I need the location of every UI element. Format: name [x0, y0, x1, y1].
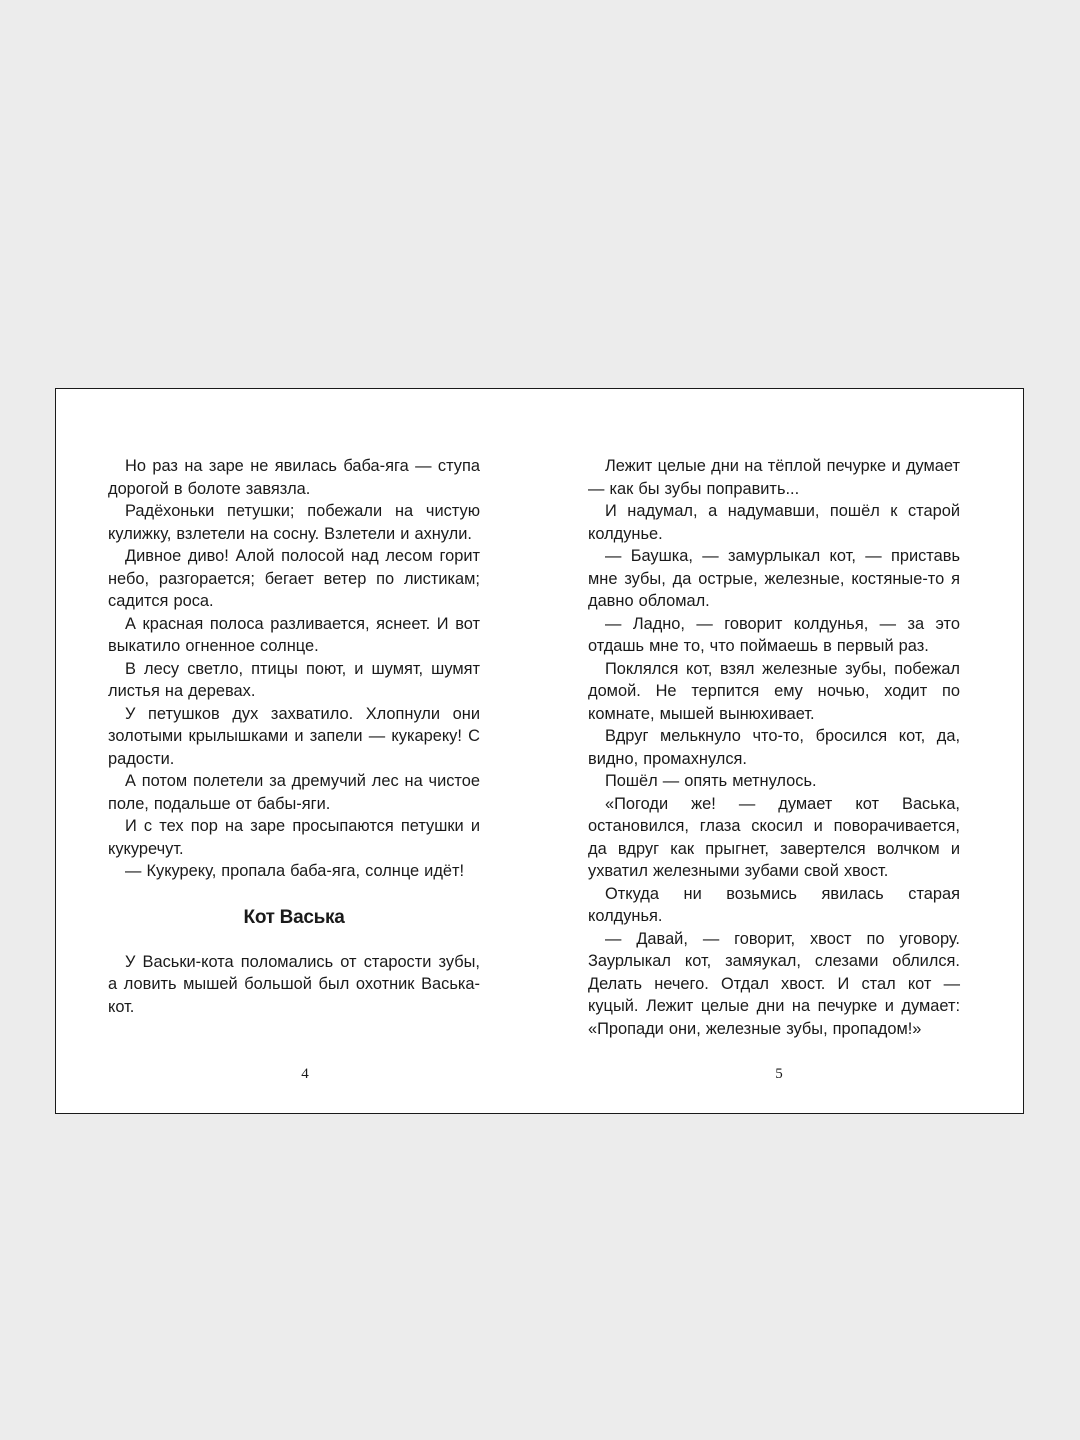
page-number-left: 4 — [301, 1066, 309, 1082]
paragraph: — Баушка, — замурлыкал кот, — приставь мне зубы, да острые, железные, костяные-то я давно обломал. — [588, 547, 960, 610]
book-spread — [55, 388, 1024, 1114]
paragraph: И надумал, а надумавши, пошёл к старой колдунье. — [588, 502, 960, 543]
paragraph: — Ладно, — говорит колдунья, — за это отдашь мне то, что поймаешь в первый раз. — [588, 614, 960, 655]
paragraph: Вдруг мелькнуло что-то, бросился кот, да, видно, промахнулся. — [588, 727, 960, 768]
paragraph: И с тех пор на заре просыпаются петушки и кукуречут. — [108, 817, 480, 858]
page-number-right: 5 — [775, 1066, 783, 1082]
paragraph: Поклялся кот, взял железные зубы, побежал домой. Не терпится ему ночью, ходит по комнате, мышей вынюхивает. — [588, 659, 960, 723]
paragraph: Дивное диво! Алой полосой над лесом горит небо, разгорается; бегает ветер по листикам; садится роса. — [108, 547, 480, 610]
paragraph: Но раз на заре не явилась баба-яга — ступа дорогой в болоте завязла. — [108, 457, 480, 498]
paragraph: — Давай, — говорит, хвост по уговору. Заурлыкал кот, замяукал, слезами облился. Делать нечего. Отдал хвост. И стал кот — куцый. Лежит целые дни на печурке и думает: «Пропади они, железные зубы, пропадом!» — [588, 929, 960, 1038]
right-page — [588, 455, 960, 1040]
chapter-heading: Кот Васька — [243, 906, 345, 928]
paragraph: У Васьки-кота поломались от старости зубы, а ловить мышей большой был охотник Васька-кот. — [108, 952, 480, 1016]
paragraph: Радёхоньки петушки; побежали на чистую кулижку, взлетели на сосну. Взлетели и ахнули. — [108, 502, 480, 543]
paragraph: В лесу светло, птицы поют, и шумят, шумят листья на деревах. — [108, 659, 480, 700]
paragraph: А потом полетели за дремучий лес на чистое поле, подальше от бабы-яги. — [108, 772, 480, 813]
paragraph: У петушков дух захватило. Хлопнули они золотыми крылышками и запели — кукареку! С радости. — [108, 704, 480, 768]
paragraph: А красная полоса разливается, яснеет. И вот выкатило огненное солнце. — [108, 614, 480, 655]
paragraph: Лежит целые дни на тёплой печурке и думает — как бы зубы поправить... — [588, 457, 960, 498]
paragraph: Пошёл — опять метнулось. — [605, 772, 817, 790]
paragraph: Откуда ни возьмись явилась старая колдунья. — [588, 884, 960, 925]
left-page — [108, 455, 480, 1018]
paragraph: — Кукуреку, пропала баба-яга, солнце идёт! — [125, 862, 465, 880]
paragraph: «Погоди же! — думает кот Васька, остановился, глаза скосил и поворачивается, да вдруг как прыгнет, завертелся волчком и ухватил железными зубами свой хвост. — [588, 794, 960, 880]
